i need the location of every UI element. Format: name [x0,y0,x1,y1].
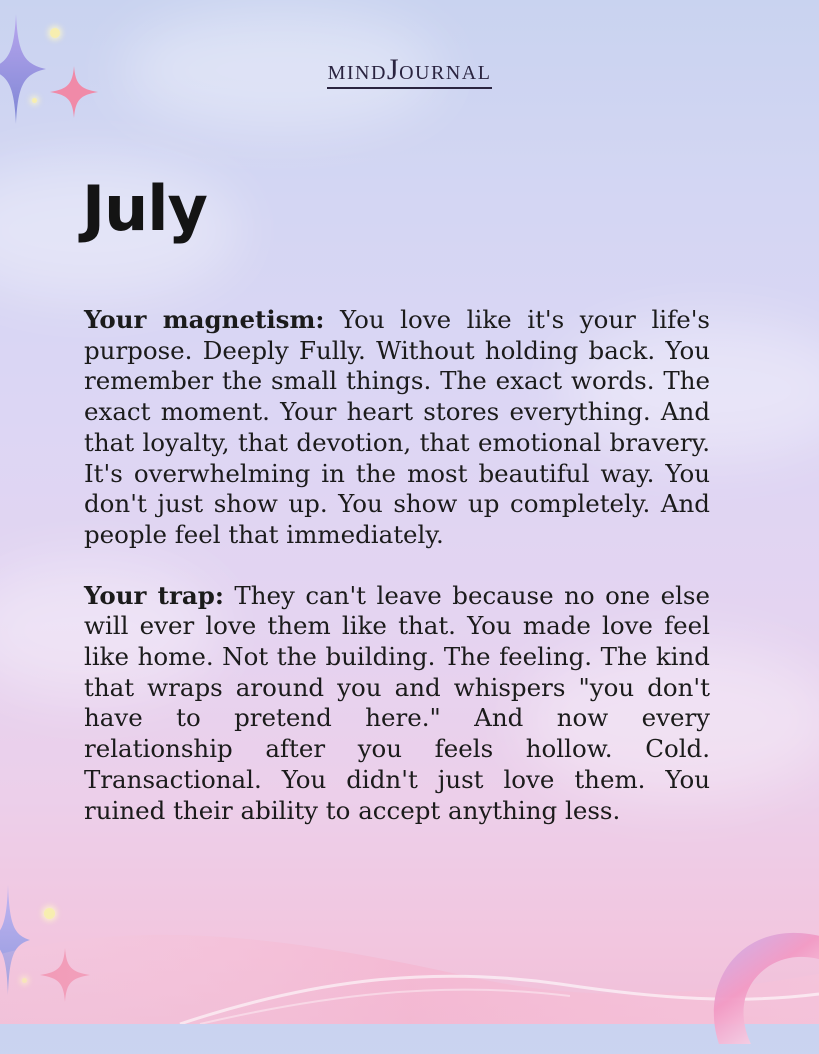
section-label: Your magnetism: [84,305,325,334]
wave-decoration [0,884,819,1024]
section-label: Your trap: [84,580,224,610]
ribbon-decoration [699,904,819,1054]
article-body [84,305,710,856]
section-trap [84,581,710,827]
brand-logo-text [327,53,493,89]
page-title: July [82,172,207,245]
section-text: They can't leave because no one else will ever love them like that. You made love feel like home. Not the building. The feeling. The kind that wraps around you and whispers "you don't have to pretend here." And now every relationship after you feels hollow. Cold. Transactional. You didn't just love them. You ruined their ability to accept anything less. [84,580,711,825]
section-text: You love like it's your life's purpose. Deeply Fully. Without holding back. You remember the small things. The exact words. The exact moment. Your heart stores everything. And that loyalty, that devotion, that emotional bravery. It's overwhelming in the most beautiful way. You don't just show up. You show up completely. And people feel that immediately. [84,305,710,549]
section-magnetism [84,305,710,551]
brand-logo [0,53,819,89]
sparkle-dot [32,98,37,103]
brand-logo-ournal: OURNAL [399,62,492,84]
brand-logo-mind: MIND [327,62,387,84]
brand-logo-j: J [386,53,400,86]
sparkle-dot [50,28,60,38]
